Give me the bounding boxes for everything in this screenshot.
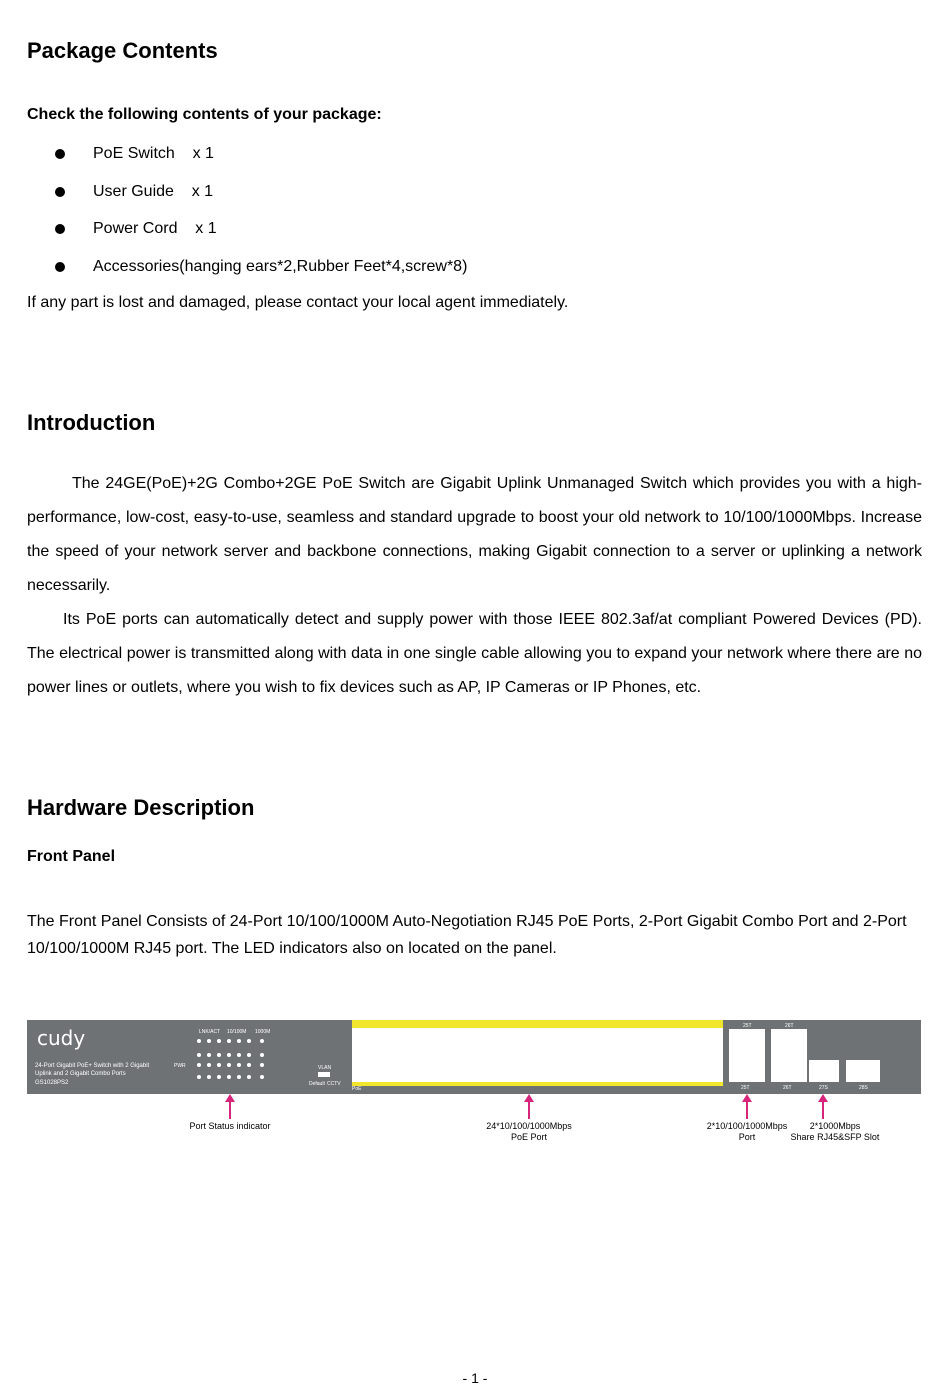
arrow-gig <box>746 1101 748 1119</box>
led-legend-lnk: LNK/ACT <box>199 1029 221 1035</box>
page-number: - 1 - <box>462 1370 488 1386</box>
port-26-label: 26T <box>785 1023 794 1029</box>
led-legend-10: 10/100M <box>227 1029 247 1035</box>
arrow-status <box>229 1101 231 1119</box>
vlan-switch[interactable] <box>318 1072 330 1077</box>
introduction-body <box>27 467 922 705</box>
annotation-sfp: 2*1000Mbps Share RJ45&SFP Slot <box>790 1121 880 1142</box>
package-check-text: Check the following contents of your package: <box>27 106 382 123</box>
list-item: PoE Switch x 1 <box>55 141 467 179</box>
switch-front-panel <box>27 1020 921 1094</box>
list-item: Accessories(hanging ears*2,Rubber Feet*4,screw*8) <box>55 254 467 292</box>
poe-label: PoE <box>352 1086 362 1092</box>
package-note: If any part is lost and damaged, please contact your local agent immediately. <box>27 294 569 311</box>
port-26 <box>771 1029 807 1082</box>
arrow-sfp <box>822 1101 824 1119</box>
annotation-poe: 24*10/100/1000Mbps PoE Port <box>486 1121 572 1142</box>
front-panel-text: The Front Panel Consists of 24-Port 10/100/1000M Auto-Negotiation RJ45 PoE Ports, 2-Port Gigabit Combo Port and 2-Port 10/100/1000M RJ45 port. The LED indicators also on located on the panel. <box>27 913 907 957</box>
port-27-label: 27S <box>819 1085 828 1091</box>
pwr-label: PWR <box>174 1063 186 1069</box>
poe-indicator-strip-bottom <box>352 1082 723 1086</box>
bullet-icon <box>55 224 65 234</box>
model-number: GS1028PS2 <box>35 1080 69 1086</box>
package-list <box>55 141 467 291</box>
package-contents-title: Package Contents <box>27 38 218 63</box>
bullet-icon <box>55 187 65 197</box>
vlan-label: VLAN <box>318 1065 332 1071</box>
intro-paragraph-1: The 24GE(PoE)+2G Combo+2GE PoE Switch are Gigabit Uplink Unmanaged Switch which provides you with a high-performance, low-cost, easy-to-use, seamless and standard upgrade to boost your old network to 10/100/1000Mbps. Increase the speed of your network server and backbone connections, making Gigabit connection to a server or uplinking a network necessarily. <box>27 475 922 594</box>
poe-ports-block <box>352 1028 723 1082</box>
hardware-title: Hardware Description <box>27 795 255 820</box>
front-panel-title: Front Panel <box>27 848 116 865</box>
port-28-sfp <box>846 1060 880 1082</box>
arrow-poe <box>528 1101 530 1119</box>
bullet-icon <box>55 262 65 272</box>
intro-paragraph-2: Its PoE ports can automatically detect and supply power with those IEEE 802.3af/at compliant Powered Devices (PD). The electrical power is transmitted along with data in one single cable allowing you to expand your network where there are no power lines or outlets, where you wish to fix devices such as AP, IP Cameras or IP Phones, etc. <box>27 611 922 696</box>
port-25-label: 25T <box>743 1023 752 1029</box>
bullet-icon <box>55 149 65 159</box>
default-label: Default <box>309 1081 325 1087</box>
led-grid <box>192 1037 272 1085</box>
port-25-bottom-label: 25T <box>741 1085 750 1091</box>
introduction-title: Introduction <box>27 410 156 435</box>
annotation-gig: 2*10/100/1000Mbps Port <box>706 1121 788 1142</box>
annotation-status: Port Status indicator <box>189 1121 271 1131</box>
port-27-sfp <box>809 1060 839 1082</box>
list-item: User Guide x 1 <box>55 179 467 217</box>
port-25 <box>729 1029 765 1082</box>
model-description: 24-Port Gigabit PoE+ Switch with 2 Gigabit Uplink and 2 Gigabit Combo Ports <box>35 1063 150 1077</box>
port-26-bottom-label: 26T <box>783 1085 792 1091</box>
port-28-label: 28S <box>859 1085 868 1091</box>
poe-indicator-strip-top <box>352 1020 723 1028</box>
cudy-logo: cudy <box>37 1026 86 1050</box>
led-legend-1000: 1000M <box>255 1029 271 1035</box>
list-item: Power Cord x 1 <box>55 216 467 254</box>
cctv-label: CCTV <box>327 1081 341 1087</box>
